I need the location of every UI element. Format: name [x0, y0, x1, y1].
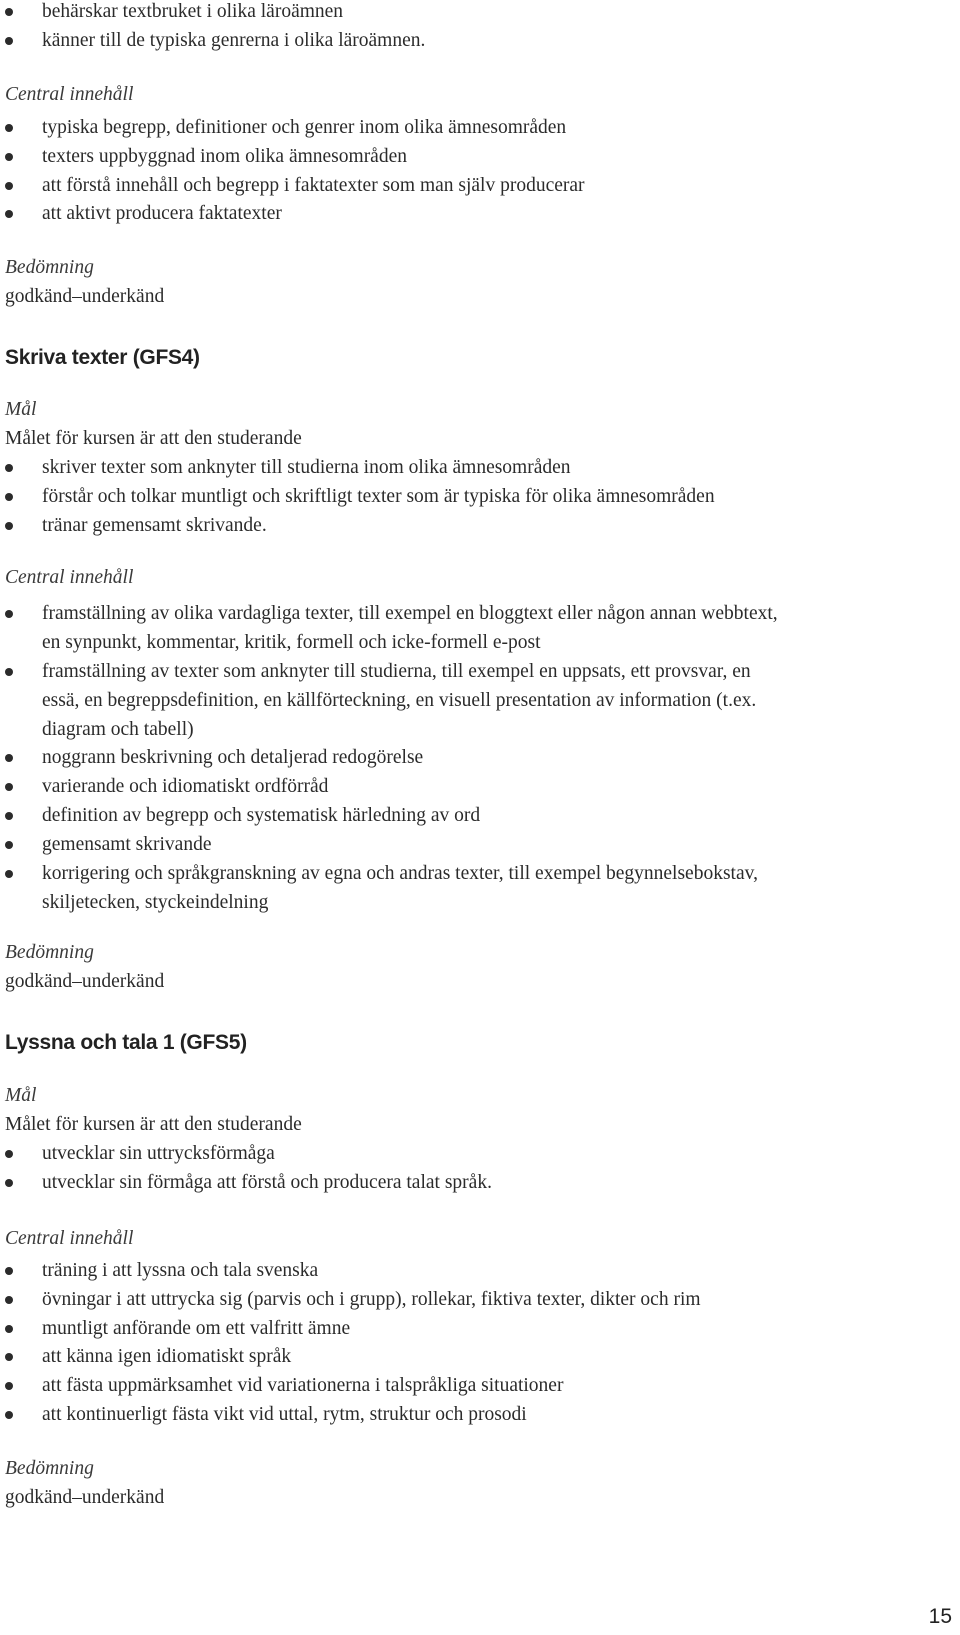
bullet-icon	[5, 464, 13, 472]
bullet-icon	[5, 812, 13, 820]
list-item: övningar i att uttrycka sig (parvis och i grupp), rollekar, fiktiva texter, dikter och rim	[42, 1289, 701, 1310]
list-item: utvecklar sin förmåga att förstå och producera talat språk.	[42, 1172, 492, 1193]
bullet-icon	[5, 610, 13, 618]
list-item: att känna igen idiomatiskt språk	[42, 1346, 292, 1367]
assessment-value: godkänd–underkänd	[5, 286, 165, 307]
bullet-icon	[5, 8, 13, 16]
list-item: skriver texter som anknyter till studierna inom olika ämnesområden	[42, 457, 571, 478]
list-item: att kontinuerligt fästa vikt vid uttal, rytm, struktur och prosodi	[42, 1404, 527, 1425]
bullet-icon	[5, 870, 13, 878]
bullet-icon	[5, 783, 13, 791]
assessment-value: godkänd–underkänd	[5, 971, 165, 992]
bullet-icon	[5, 1296, 13, 1304]
list-item: utvecklar sin uttrycksförmåga	[42, 1143, 275, 1164]
bullet-icon	[5, 1411, 13, 1419]
list-item-continuation: essä, en begreppsdefinition, en källförteckning, en visuell presentation av information (t.ex.	[42, 690, 757, 711]
goal-intro: Målet för kursen är att den studerande	[5, 428, 302, 449]
list-item: noggrann beskrivning och detaljerad redogörelse	[42, 747, 424, 768]
assessment-label: Bedömning	[5, 257, 94, 278]
section-heading: Lyssna och tala 1 (GFS5)	[5, 1031, 247, 1054]
bullet-icon	[5, 124, 13, 132]
page-number: 15	[928, 1605, 952, 1628]
bullet-icon	[5, 1353, 13, 1361]
list-item: definition av begrepp och systematisk härledning av ord	[42, 805, 481, 826]
assessment-value: godkänd–underkänd	[5, 1487, 165, 1508]
bullet-icon	[5, 522, 13, 530]
bullet-icon	[5, 493, 13, 501]
list-item: känner till de typiska genrerna i olika läroämnen.	[42, 30, 426, 51]
list-item-continuation: skiljetecken, styckeindelning	[42, 892, 269, 913]
bullet-icon	[5, 1267, 13, 1275]
list-item: att förstå innehåll och begrepp i faktatexter som man själv producerar	[42, 175, 585, 196]
bullet-icon	[5, 1382, 13, 1390]
bullet-icon	[5, 754, 13, 762]
bullet-icon	[5, 153, 13, 161]
assessment-label: Bedömning	[5, 942, 94, 963]
list-item: behärskar textbruket i olika läroämnen	[42, 1, 344, 22]
list-item: att aktivt producera faktatexter	[42, 203, 282, 224]
list-item: muntligt anförande om ett valfritt ämne	[42, 1318, 351, 1339]
bullet-icon	[5, 210, 13, 218]
bullet-icon	[5, 37, 13, 45]
list-item: tränar gemensamt skrivande.	[42, 515, 267, 536]
list-item-continuation: en synpunkt, kommentar, kritik, formell och icke-formell e-post	[42, 632, 541, 653]
list-item: texters uppbyggnad inom olika ämnesområden	[42, 146, 407, 167]
list-item: varierande och idiomatiskt ordförråd	[42, 776, 329, 797]
list-item: att fästa uppmärksamhet vid variationerna i talspråkliga situationer	[42, 1375, 564, 1396]
section-heading: Skriva texter (GFS4)	[5, 346, 200, 369]
central-content-label: Central innehåll	[5, 1228, 134, 1249]
bullet-icon	[5, 1150, 13, 1158]
list-item: framställning av texter som anknyter till studierna, till exempel en uppsats, ett provsvar, en	[42, 661, 751, 682]
list-item-continuation: diagram och tabell)	[42, 719, 194, 740]
central-content-label: Central innehåll	[5, 567, 134, 588]
bullet-icon	[5, 182, 13, 190]
goal-label: Mål	[5, 1085, 37, 1106]
goal-intro: Målet för kursen är att den studerande	[5, 1114, 302, 1135]
bullet-icon	[5, 1179, 13, 1187]
list-item: förstår och tolkar muntligt och skriftligt texter som är typiska för olika ämnesområden	[42, 486, 715, 507]
bullet-icon	[5, 841, 13, 849]
list-item: korrigering och språkgranskning av egna och andras texter, till exempel begynnelsebokstav,	[42, 863, 758, 884]
list-item: träning i att lyssna och tala svenska	[42, 1260, 319, 1281]
goal-label: Mål	[5, 399, 37, 420]
list-item: framställning av olika vardagliga texter, till exempel en bloggtext eller någon annan webbtext,	[42, 603, 778, 624]
list-item: gemensamt skrivande	[42, 834, 212, 855]
bullet-icon	[5, 1325, 13, 1333]
bullet-icon	[5, 668, 13, 676]
list-item: typiska begrepp, definitioner och genrer inom olika ämnesområden	[42, 117, 567, 138]
central-content-label: Central innehåll	[5, 84, 134, 105]
assessment-label: Bedömning	[5, 1458, 94, 1479]
